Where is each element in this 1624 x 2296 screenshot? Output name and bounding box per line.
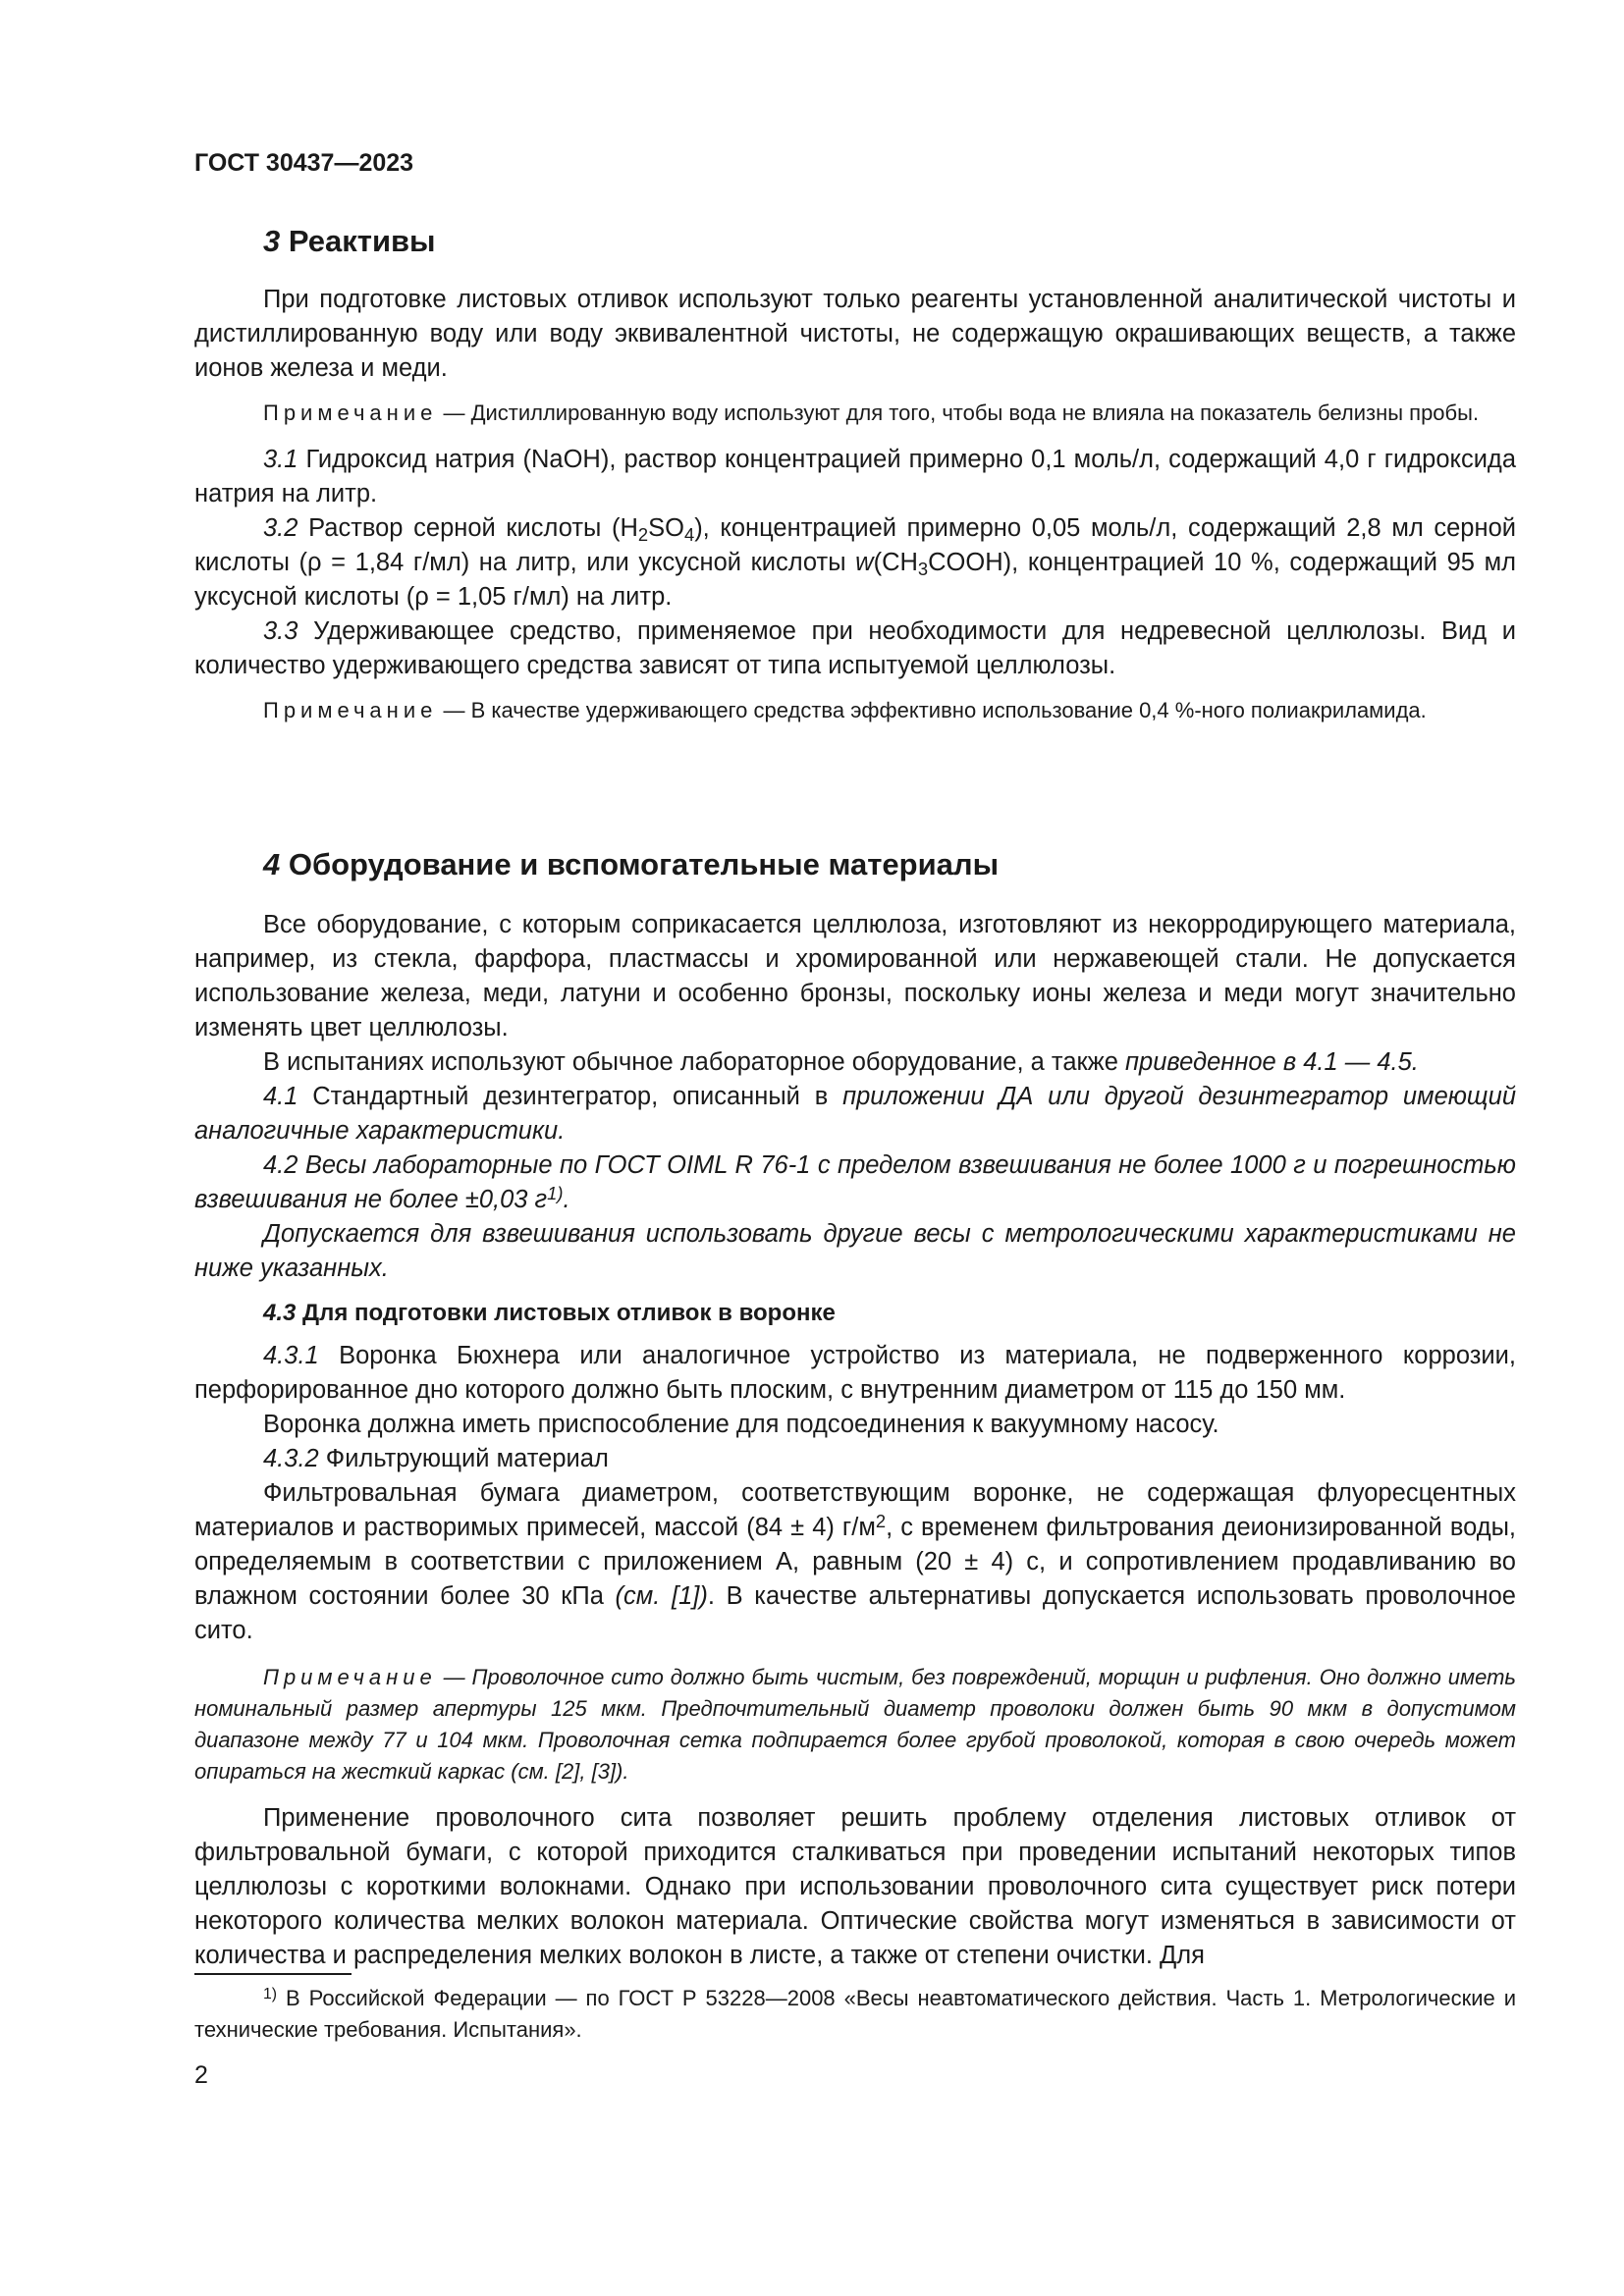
item-3-1 (194, 443, 1516, 511)
page-number: 2 (194, 2061, 208, 2089)
item-text: . В качестве альтернативы допускается использовать проволочное сито. (194, 1582, 1516, 1644)
item-4-2 (194, 1148, 1516, 1217)
footnote-separator (194, 1973, 352, 1975)
note-3 (194, 1662, 1516, 1788)
item-text: Воронка Бюхнера или аналогичное устройство из материала, не подверженного коррозии, перфорированное дно которого должно быть плоским, с внутренним диаметром от 115 до 150 мм. (194, 1342, 1516, 1404)
item-4-3-2-body (194, 1476, 1516, 1648)
section-4-p2 (194, 1045, 1516, 1080)
footnote-text: В Российской Федерации — по ГОСТ Р 53228—2008 «Весы неавтоматического действия. Часть 1. Метрологические и технические требования. Испытания». (194, 1986, 1516, 2042)
note-2 (194, 695, 1516, 726)
item-number: 4.3.2 (263, 1445, 319, 1472)
item-number: 4.1 (263, 1083, 298, 1110)
item-4-1 (194, 1080, 1516, 1148)
section-number: 3 (263, 224, 281, 258)
subsection-title: Для подготовки листовых отливок в воронке (296, 1300, 836, 1326)
item-text: Раствор серной кислоты (H (298, 514, 638, 542)
item-3-3 (194, 614, 1516, 683)
item-text: Удерживающее средство, применяемое при необходимости для недревесной целлюлозы. Вид и количество удерживающего средства зависят от типа испытуемой целлюлозы. (194, 617, 1516, 679)
item-4-3-1-p2: Воронка должна иметь приспособление для подсоединения к вакуумному насосу. (263, 1411, 1219, 1438)
subsection-4-3-heading (194, 1300, 1516, 1327)
item-number: 3.3 (263, 617, 298, 645)
section-4-body (194, 908, 1516, 1973)
item-4-3-2 (194, 1442, 1516, 1476)
subscript: 2 (637, 524, 649, 546)
footnote (194, 1983, 1516, 2046)
section-3-heading (194, 224, 1516, 259)
item-4-2-p2: Допускается для взвешивания использовать другие весы с метрологическими характеристиками не ниже указанных. (194, 1220, 1516, 1282)
variable-w: w (855, 549, 874, 576)
item-number: 3.1 (263, 446, 298, 473)
item-number: 3.2 (263, 514, 298, 542)
item-text: Фильтровальная бумага диаметром, соответствующим воронке, не содержащая флуоресцентных материалов и растворимых примесей, массой (84 ± 4) г/м (194, 1479, 1516, 1541)
item-text: Гидроксид натрия (NaOH), раствор концентрацией примерно 0,1 моль/л, содержащий 4,0 г гидроксида натрия на литр. (194, 446, 1516, 507)
item-text: . (563, 1186, 570, 1213)
section-4-p1: Все оборудование, с которым соприкасается целлюлоза, изготовляют из некорродирующего материала, например, из стекла, фарфора, пластмассы и хромированной или нержавеющей стали. Не допускается использование железа, меди, латуни и особенно бронзы, поскольку ионы железа и меди могут значительно изменять цвет целлюлозы. (194, 911, 1516, 1041)
item-text: SO (648, 514, 684, 542)
reference-link[interactable]: (см. [1]) (615, 1582, 708, 1610)
note-text: — Дистиллированную воду используют для того, чтобы вода не влияла на показатель белизны пробы. (437, 400, 1480, 425)
item-text: , с временем фильтрования деионизированной воды, определяемым в соответствии с приложением А, равным (20 ± 4) с, и сопротивлением продавливанию во влажном состоянии более 30 кПа (194, 1514, 1517, 1610)
note-label: Примечание (263, 1665, 437, 1689)
item-text: 4.2 Весы лабораторные по ГОСТ OIML R 76-1 с пределом взвешивания не более 1000 г и погрешностью взвешивания не более ±0,03 г (194, 1151, 1516, 1213)
section-title: Реактивы (280, 224, 436, 258)
section-title: Оборудование и вспомогательные материалы (280, 847, 1000, 881)
subscript: 3 (917, 559, 929, 580)
item-text-italic: приложении ДА или другой дезинтегратор имеющий аналогичные характеристики. (194, 1083, 1516, 1145)
item-text: COOH), концентрацией 10 %, содержащий 95 мл уксусной кислоты (ρ = 1,05 г/мл) на литр. (194, 549, 1516, 611)
footnote-ref[interactable]: 1) (547, 1182, 564, 1203)
item-text: ), концентрацией примерно 0,05 моль/л, содержащий 2,8 мл серной кислоты (ρ = 1,84 г/мл) на литр, или уксусной кислоты (194, 514, 1516, 576)
item-number: 4.3.1 (263, 1342, 319, 1369)
item-4-3-1 (194, 1339, 1516, 1408)
section-4-last-paragraph: Применение проволочного сита позволяет решить проблему отделения листовых отливок от фильтровальной бумаги, с которой приходится сталкиваться при проведении испытаний некоторых типов целлюлозы с короткими волокнами. Однако при использовании проволочного сита существует риск потери некоторого количества мелких волокон материала. Оптические свойства могут изменяться в зависимости от количества и распределения мелких волокон в листе, а также от степени очистки. Для (194, 1804, 1516, 1969)
footnote-mark: 1) (263, 1985, 278, 2002)
item-text: Стандартный дезинтегратор, описанный в (298, 1083, 843, 1110)
subscript: 4 (683, 524, 695, 546)
section-3-intro: При подготовке листовых отливок используют только реагенты установленной аналитической чистоты и дистиллированную воду или воду эквивалентной чистоты, не содержащую окрашивающих веществ, а также ионов железа и меди. (194, 286, 1516, 382)
note-label: Примечание (263, 698, 438, 722)
section-number: 4 (263, 847, 281, 881)
note-text: — В качестве удерживающего средства эффективно использование 0,4 %-ного полиакриламида. (437, 698, 1427, 722)
note-text: — Проволочное сито должно быть чистым, без повреждений, морщин и рифления. Оно должно иметь номинальный размер апертуры 125 мкм. Предпочтительный диаметр проволоки должен быть 90 мкм в допустимом диапазоне между 77 и 104 мкм. Проволочная сетка подпирается более грубой проволокой, которая в свою очередь может опираться на жесткий каркас (см. [2], [3]). (194, 1665, 1516, 1784)
note-1 (194, 398, 1516, 429)
note-label: Примечание (263, 400, 438, 425)
superscript: 2 (875, 1510, 887, 1531)
document-id-header: ГОСТ 30437—2023 (194, 149, 414, 177)
text-italic: приведенное в 4.1 — 4.5. (1124, 1048, 1419, 1076)
item-text: Фильтрующий материал (318, 1445, 609, 1472)
item-3-2 (194, 511, 1516, 614)
item-text: (CH (873, 549, 918, 576)
section-3-body (194, 283, 1516, 726)
section-4-heading (194, 847, 1516, 882)
subsection-number: 4.3 (263, 1300, 297, 1326)
text: В испытаниях используют обычное лабораторное оборудование, а также (263, 1048, 1125, 1076)
